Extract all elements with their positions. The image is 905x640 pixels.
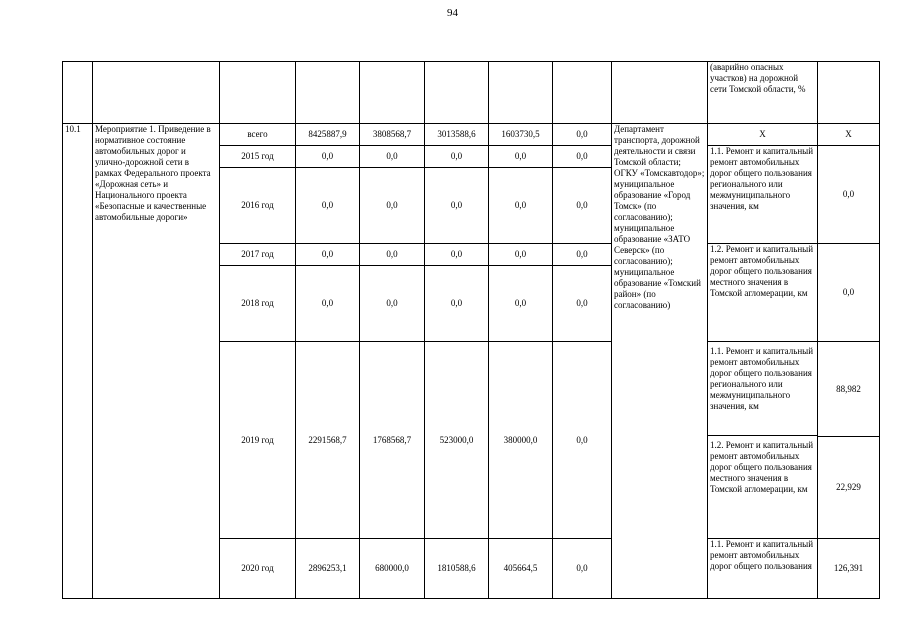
value-cell: 3013588,6 xyxy=(425,124,489,146)
indicator-text: (аварийно опасных участков) на дорожной сети Томской области, % xyxy=(708,62,818,124)
year-cell: 2015 год xyxy=(220,146,296,168)
indicator-text: 1.1. Ремонт и капитальный ремонт автомобильных дорог общего пользования регионального или межмуниципального значения, км xyxy=(708,146,818,244)
year-cell: 2017 год xyxy=(220,244,296,266)
value-cell: 1810588,6 xyxy=(425,539,489,599)
indicator-value: 126,391 xyxy=(818,539,880,599)
value-cell: 0,0 xyxy=(489,146,553,168)
table-cell xyxy=(489,62,553,124)
value-cell: 0,0 xyxy=(553,146,612,168)
value-cell: 0,0 xyxy=(425,266,489,342)
table-cell xyxy=(296,62,360,124)
value-cell: 0,0 xyxy=(360,266,425,342)
indicator-text: 1.2. Ремонт и капитальный ремонт автомобильных дорог общего пользования местного значения в Томской агломерации, км xyxy=(710,440,814,494)
table-cell xyxy=(93,62,220,124)
table-cell xyxy=(553,62,612,124)
measure-name: Мероприятие 1. Приведение в нормативное состояние автомобильных дорог и улично-дорожной сети в рамках Федерального проекта «Дорожная сеть» и Национального проекта «Безопасные и качественные автомобильные дороги» xyxy=(93,124,220,599)
table-cell xyxy=(425,62,489,124)
year-cell: всего xyxy=(220,124,296,146)
value-cell: 0,0 xyxy=(489,244,553,266)
value-cell: 0,0 xyxy=(553,124,612,146)
value-cell: 0,0 xyxy=(489,168,553,244)
table-cell xyxy=(220,62,296,124)
measure-number: 10.1 xyxy=(63,124,93,599)
value-cell: 0,0 xyxy=(296,266,360,342)
value-cell: 0,0 xyxy=(360,244,425,266)
indicator-stack xyxy=(708,342,818,539)
indicator-value: 22,929 xyxy=(836,482,861,492)
indicator-value: Х xyxy=(818,124,880,146)
indicator-value: 0,0 xyxy=(818,146,880,244)
table-row xyxy=(63,62,880,124)
indicator-text: 1.1. Ремонт и капитальный ремонт автомобильных дорог общего пользования регионального или межмуниципального значения, км xyxy=(708,342,817,436)
value-cell: 523000,0 xyxy=(425,342,489,539)
indicator-x: Х xyxy=(708,124,818,146)
page-number: 94 xyxy=(447,7,458,19)
value-cell: 0,0 xyxy=(296,146,360,168)
year-cell: 2016 год xyxy=(220,168,296,244)
value-cell: 680000,0 xyxy=(360,539,425,599)
value-cell: 1768568,7 xyxy=(360,342,425,539)
value-cell: 3808568,7 xyxy=(360,124,425,146)
value-cell: 405664,5 xyxy=(489,539,553,599)
year-cell: 2018 год xyxy=(220,266,296,342)
value-cell: 2896253,1 xyxy=(296,539,360,599)
value-cell: 0,0 xyxy=(553,539,612,599)
indicator-value: 0,0 xyxy=(818,244,880,342)
year-cell: 2020 год xyxy=(220,539,296,599)
value-cell: 8425887,9 xyxy=(296,124,360,146)
table-cell xyxy=(63,62,93,124)
table-cell xyxy=(612,62,708,124)
value-cell: 0,0 xyxy=(553,168,612,244)
indicator-text: 1.2. Ремонт и капитальный ремонт автомобильных дорог общего пользования местного значения в Томской агломерации, км xyxy=(708,244,818,342)
indicator-value: 88,982 xyxy=(818,342,879,437)
value-cell: 0,0 xyxy=(425,146,489,168)
table-cell xyxy=(818,62,880,124)
value-cell: 0,0 xyxy=(553,342,612,539)
value-cell: 380000,0 xyxy=(489,342,553,539)
value-cell: 2291568,7 xyxy=(296,342,360,539)
value-cell: 0,0 xyxy=(360,168,425,244)
program-table xyxy=(62,61,880,599)
value-cell: 1603730,5 xyxy=(489,124,553,146)
year-cell: 2019 год xyxy=(220,342,296,539)
indicator-text: 1.1. Ремонт и капитальный ремонт автомобильных дорог общего пользования xyxy=(708,539,818,599)
value-cell: 0,0 xyxy=(553,244,612,266)
value-cell: 0,0 xyxy=(425,244,489,266)
value-cell: 0,0 xyxy=(425,168,489,244)
indicator-stack xyxy=(818,342,880,539)
value-cell: 0,0 xyxy=(489,266,553,342)
value-cell: 0,0 xyxy=(553,266,612,342)
table-row xyxy=(63,124,880,146)
value-cell: 0,0 xyxy=(296,168,360,244)
table-cell xyxy=(360,62,425,124)
value-cell: 0,0 xyxy=(296,244,360,266)
value-cell: 0,0 xyxy=(360,146,425,168)
executor-cell: Департамент транспорта, дорожной деятельности и связи Томской области; ОГКУ «Томскавтодор»; муниципальное образование «Город Томск» (по согласованию); муниципальное образование «ЗАТО Северск» (по согласованию); муниципальное образование «Томский район» (по согласованию) xyxy=(612,124,708,599)
